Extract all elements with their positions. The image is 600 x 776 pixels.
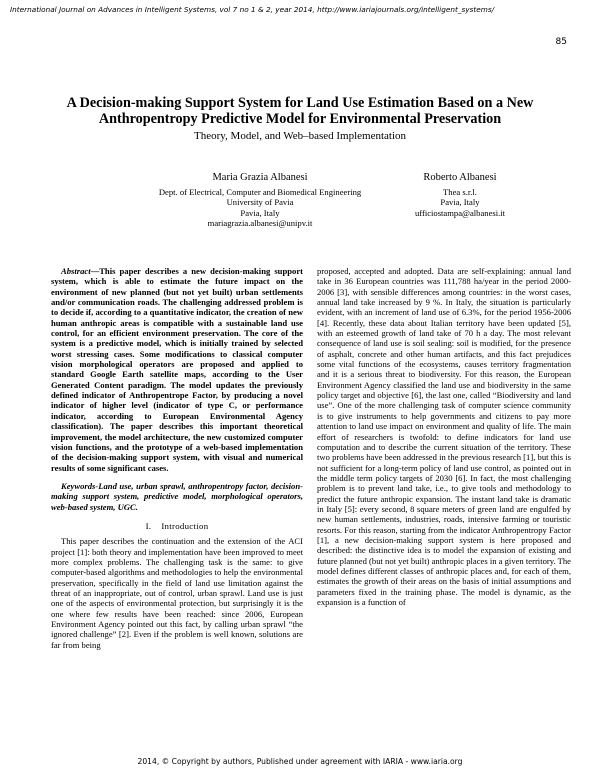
- author-institution: University of Pavia: [226, 197, 294, 208]
- paper-title: A Decision-making Support System for Land Use Estimation Based on a New Anthropentropy Predictive Model for Environmental Preservation: [66, 95, 534, 127]
- author-email: ufficiostampa@albanesi.it: [414, 207, 506, 218]
- intro-paragraph: This paper describes the continuation and the extension of the ACI project [1]: both theory and implementation have been improved to meet more complex problems. The challenging task is the same: to give computer-based algorithms and methodologies to help the environmental preservation, specifically in the field of land use limitation against the threat of an inappropriate, out of control, urban sprawl. Land use is just one of the aspects of environmental protection, but surprisingly it is the one where few results have been reached: since 2006, European Environment Agency pointed out this fact, by calling urban sprawl “the ignored challenge” [2]. Even if the problem is well known, solutions are far from being: [51, 536, 303, 650]
- paper-subtitle: Theory, Model, and Web–based Implementation: [193, 130, 407, 142]
- author-affiliation: Dept. of Electrical, Computer and Biomedical Engineering: [158, 187, 362, 197]
- author-location: Pavia, Italy: [440, 197, 480, 208]
- page-number: 85: [555, 37, 567, 47]
- running-head: International Journal on Advances in Intelligent Systems, vol 7 no 1 & 2, year 2014, http://www.iariajournals.org/intelligent_systems/: [10, 5, 495, 14]
- author-name: Roberto Albanesi: [423, 172, 497, 183]
- section-title: Introduction: [161, 520, 209, 531]
- keywords: Keywords-Land use, urban sprawl, anthropentropy factor, decision-making support system, predictive model, morphological operators, web-based system, UGC.: [51, 480, 303, 512]
- abstract-lead: Abstract: [61, 266, 91, 276]
- page-footer: 2014, © Copyright by authors, Published under agreement with IARIA - www.iaria.org: [137, 757, 463, 766]
- left-column: [51, 266, 303, 750]
- abstract-text: —This paper describes a new decision-making support system, which is able to estimate the future impact on the environment of new planned (but not yet built) urban settlements and/or communication roads. The challenging addressed problem is to decide if, according to a quantitative indicator, the creation of new human anthropic areas is compatible with a sustainable land use control, for an efficient environment preservation. The core of the system is a predictive model, which is initially trained by selected worst stressing cases. Some modifications to classical computer vision morphological operators are proposed and applied to standard Google Earth satellite maps, according to the User Generated Content paradigm. The model updates the previously defined indicator of Anthropentrope Factor, by producing a novel indicator of higher level (indicator of type C, or performance indicator, according to European Environmental Agency classification). The paper describes this important theoretical improvement, the model architecture, the new customized computer vision functions, and the prototype of a web-based implementation of the decision-making support system, with visual and numerical results of some significant cases.: [51, 266, 303, 473]
- author-affiliation: Thea s.r.l.: [443, 187, 477, 197]
- section-number: I.: [145, 520, 152, 531]
- section-heading: [51, 521, 303, 531]
- body-paragraph: proposed, accepted and adopted. Data are self-explaining: annual land take in 36 European countries was 111,788 ha/year in the period 2000-2006 [3], with sensible differences among countries: in the worst cases, annual land take increased by 9 %. In Italy, the situation is particularly evident, with an increment of land use of 6.3%, for the period 1956-2006 [4]. Recently, these data about Italian territory have been updated [5], with an esteemed growth of land take of 70 h a day. The most relevant consequence of land use is soil sealing: soil is modified, for the presence of asphalt, concrete and other human artifacts, and this fact prejudices some vital functions of the ecosystems, causes territory fragmentation and it is a serious threat to biodiversity. For this reason, the European Environment Agency classified the land use and biodiversity in the same policy target and objective [6], the last one, called “Biodiversity and land use”. One of the more challenging task of computer science community is to give instruments to help governments and citizens to pay more attention to land use impact on environment and quality of life. The main effort of researchers is twofold: to define indicators for land use computation and to describe the current situation of the territory. These two problems have been addressed in the previous research [1], but this is not sufficient for a long-term policy of land use control, as pointed out in the middle term policy targets of 2030 [6]. In fact, the most challenging problem is to prevent land take, i.e., to give tools and methodology to predict the future anthropic expansion. The instant land take is dramatic in Italy [5]: every second, 8 square meters of green land are engulfed by new human settlements, industries, roads, intensive farming or touristic resorts. For this reason, starting from the indicator Anthropentropy Factor [1], a new decision-making support system is here proposed and described: the distinctive idea is to model the expansion of existing and future planned (but not yet built) anthropic places in a given territory. The model defines different classes of anthropic places and, for each of them, estimates the growth of their areas on the basis of initial assumptions and parameters fixed in the training phase. The model is dynamic, as the expansion is a function of: [317, 266, 571, 607]
- abstract: [51, 266, 303, 473]
- author-block-2: [340, 171, 580, 218]
- author-name: Maria Grazia Albanesi: [212, 172, 308, 183]
- author-location: Pavia, Italy: [240, 207, 280, 218]
- author-email: mariagrazia.albanesi@unipv.it: [207, 217, 313, 228]
- right-column: [317, 266, 571, 750]
